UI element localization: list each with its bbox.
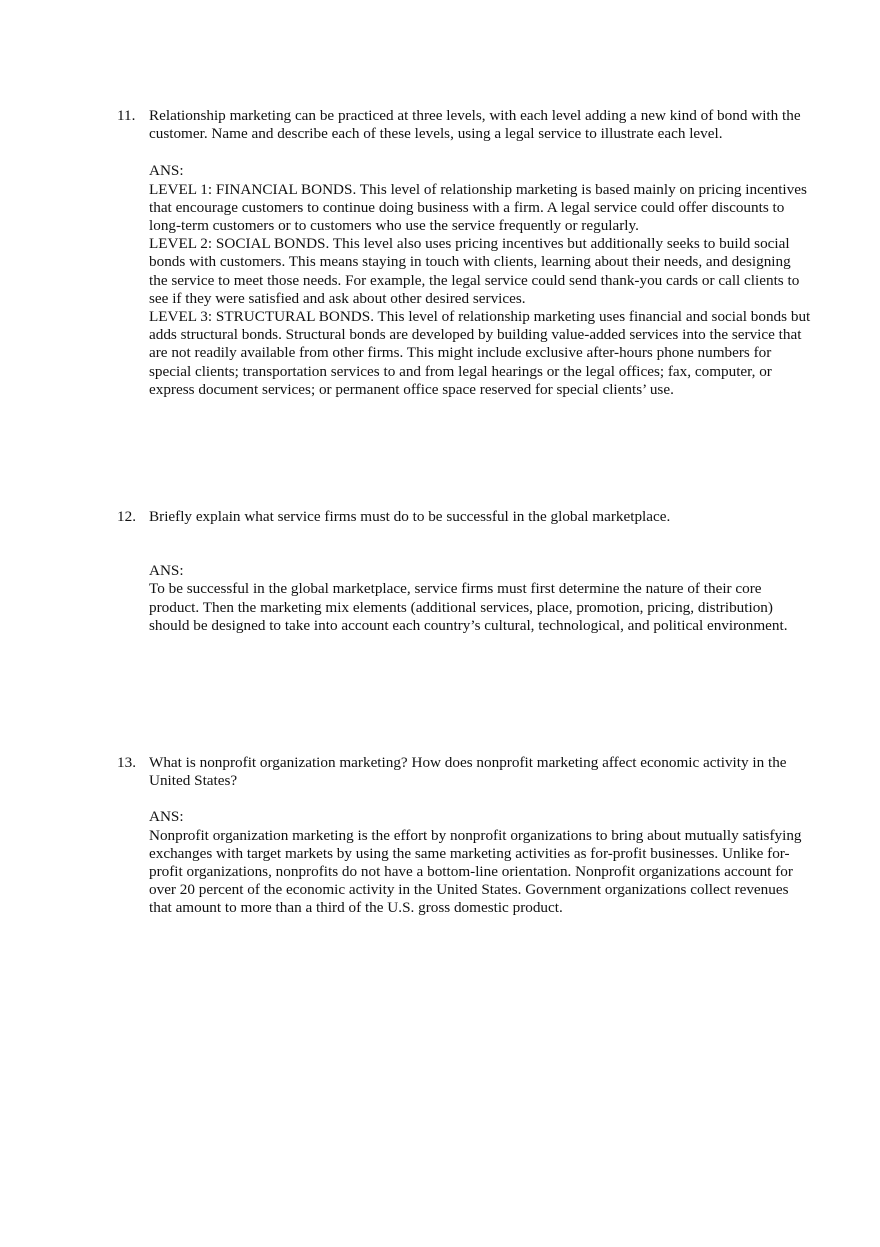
- question-number: 13.: [117, 754, 136, 771]
- question-prompt: [117, 508, 817, 526]
- question-11: [117, 107, 817, 399]
- answer-block: [149, 162, 811, 399]
- question-number: 11.: [117, 107, 136, 124]
- question-12: [117, 508, 817, 635]
- answer-block: [149, 562, 811, 635]
- answer-paragraph-level-3: LEVEL 3: STRUCTURAL BONDS. This level of relationship marketing uses financial and social bonds but adds structural bonds. Structural bonds are developed by building value-added services into the service that are not readily available from other firms. This might include exclusive after-hours phone numbers for special clients; transportation services to and from legal hearings or the legal offices; fax, computer, or express document services; or permanent office space reserved for special clients’ use.: [149, 308, 811, 398]
- question-text: What is nonprofit organization marketing? How does nonprofit marketing affect economic activity in the United States?: [149, 754, 787, 790]
- answer-paragraph-level-2: LEVEL 2: SOCIAL BONDS. This level also uses pricing incentives but additionally seeks to build social bonds with customers. This means staying in touch with clients, learning about their needs, and designing the service to meet those needs. For example, the legal service could send thank-you cards or call clients to see if they were satisfied and ask about other desired services.: [149, 235, 800, 307]
- answer-label: ANS:: [149, 162, 184, 180]
- answer-label: ANS:: [149, 562, 184, 580]
- question-number: 12.: [117, 508, 136, 525]
- answer-paragraph: Nonprofit organization marketing is the effort by nonprofit organizations to bring about mutually satisfying exchanges with target markets by using the same marketing activities as for-profit businesses. Unlike for-profit organizations, nonprofits do not have a bottom-line orientation. Nonprofit organizations account for over 20 percent of the economic activity in the United States. Government organizations collect revenues that amount to more than a third of the U.S. gross domestic product.: [149, 826, 802, 917]
- question-prompt: [117, 107, 817, 143]
- answer-paragraph: To be successful in the global marketplace, service firms must first determine the nature of their core product. Then the marketing mix elements (additional services, place, promotion, pricing, distribution) should be designed to take into account each country’s cultural, technological, and political environment.: [149, 580, 788, 634]
- question-text: Briefly explain what service firms must do to be successful in the global marketplace.: [149, 508, 671, 525]
- answer-paragraph-level-1: LEVEL 1: FINANCIAL BONDS. This level of relationship marketing is based mainly on pricing incentives that encourage customers to continue doing business with a firm. A legal service could offer discounts to long-term customers or to customers who use the service frequently or regularly.: [149, 180, 807, 235]
- question-prompt: [117, 754, 817, 790]
- answer-block: [149, 808, 811, 917]
- question-text: Relationship marketing can be practiced at three levels, with each level adding a new kind of bond with the customer. Name and describe each of these levels, using a legal service to illustrate each level.: [149, 107, 801, 143]
- question-13: [117, 754, 817, 918]
- answer-label: ANS:: [149, 808, 184, 826]
